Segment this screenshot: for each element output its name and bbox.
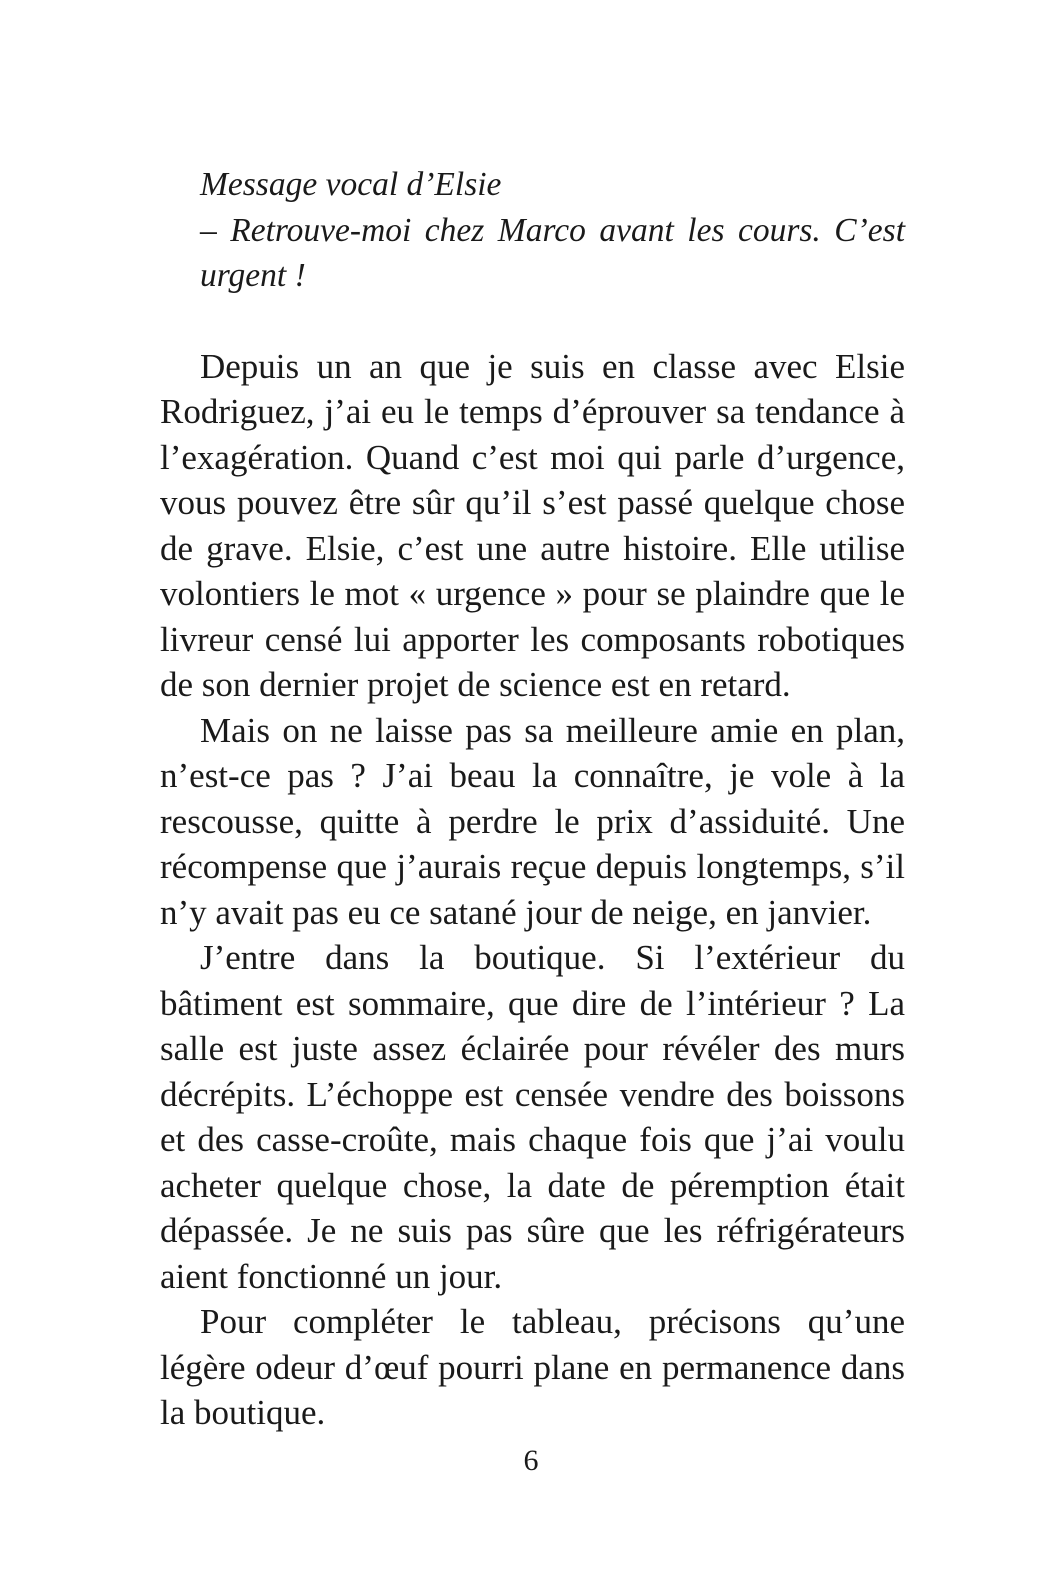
paragraph-2: Mais on ne laisse pas sa meilleure amie en plan, n’est-ce pas ? J’ai beau la connaître, je vole à la rescousse, quitte à perdre le prix d’assiduité. Une récompense que j’aurais reçue depuis longtemps, s’il n’y avait pas eu ce satané jour de neige, en janvier. <box>160 710 905 932</box>
voice-message-text: – Retrouve-moi chez Marco avant les cours. C’est urgent ! <box>200 211 905 294</box>
voice-message-title: Message vocal d’Elsie <box>200 166 502 203</box>
voice-message <box>160 162 905 299</box>
section-gap <box>160 299 905 344</box>
text-block <box>160 162 905 1436</box>
page-number: 6 <box>523 1444 539 1477</box>
paragraph-4: Pour compléter le tableau, précisons qu’une légère odeur d’œuf pourri plane en permanence dans la boutique. <box>160 1302 905 1432</box>
paragraph-1: Depuis un an que je suis en classe avec Elsie Rodriguez, j’ai eu le temps d’éprouver sa tendance à l’exagération. Quand c’est moi qui parle d’urgence, vous pouvez être sûr qu’il s’est passé quelque chose de grave. Elsie, c’est une autre histoire. Elle utilise volontiers le mot « urgence » pour se plaindre que le livreur censé lui apporter les composants robotiques de son dernier projet de science est en retard. <box>160 346 905 704</box>
paragraph-3: J’entre dans la boutique. Si l’extérieur du bâtiment est sommaire, que dire de l’intérieur ? La salle est juste assez éclairée pour révéler des murs décrépits. L’échoppe est censée vendre des boissons et des casse-croûte, mais chaque fois que j’ai voulu acheter quelque chose, la date de péremption était dépassée. Je ne suis pas sûre que les réfrigérateurs aient fonctionné un jour. <box>160 938 905 1296</box>
